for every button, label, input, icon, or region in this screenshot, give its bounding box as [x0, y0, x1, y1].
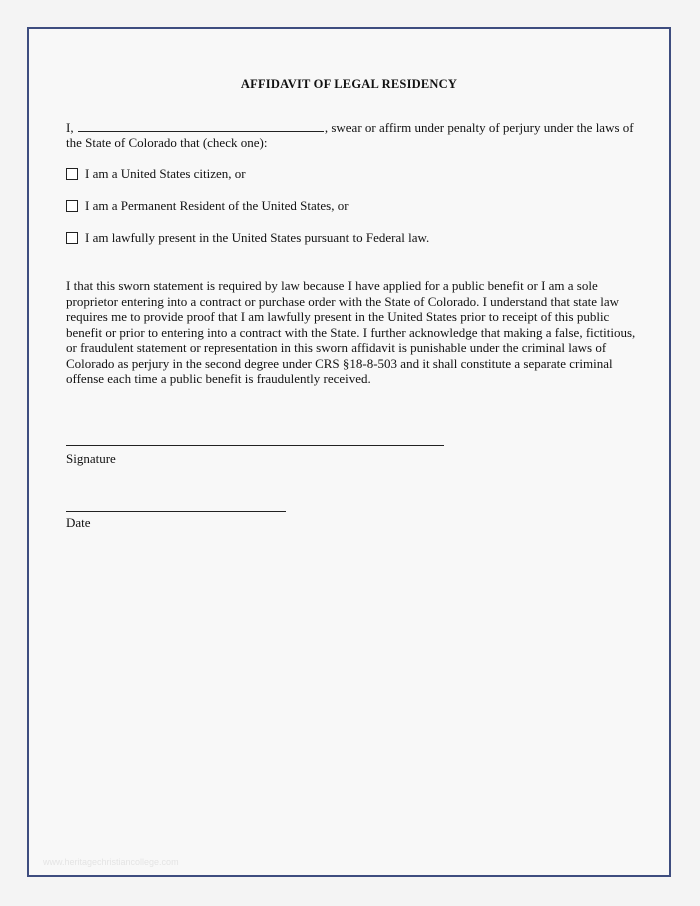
intro-prefix: I, [66, 120, 74, 135]
document-page [27, 27, 671, 877]
permanent-resident-checkbox[interactable] [66, 200, 78, 212]
watermark-text: www.heritagechristiancollege.com [43, 857, 179, 867]
signature-line[interactable] [66, 445, 444, 446]
date-label: Date [66, 515, 91, 530]
date-line[interactable] [66, 511, 286, 512]
intro-statement [66, 120, 646, 150]
option-lawfully-present[interactable] [66, 230, 429, 245]
document-title: AFFIDAVIT OF LEGAL RESIDENCY [240, 77, 458, 91]
option-permanent-resident-label: I am a Permanent Resident of the United States, or [85, 198, 349, 213]
signature-label: Signature [66, 451, 116, 466]
name-blank-field[interactable] [78, 121, 324, 132]
lawfully-present-checkbox[interactable] [66, 232, 78, 244]
option-citizen[interactable] [66, 166, 246, 181]
sworn-statement-paragraph: I that this sworn statement is required by law because I have applied for a public benefit or I am a sole proprietor entering into a contract or purchase order with the State of Colorado. I understand that state law requires me to provide proof that I am lawfully present in the United States prior to receipt of this public benefit or prior to entering into a contract with the State. I further acknowledge that making a false, fictitious, or fraudulent statement or representation in this sworn affidavit is punishable under the criminal laws of Colorado as perjury in the second degree under CRS §18-8-503 and it shall constitute a separate criminal offense each time a public benefit is fraudulently received. [66, 278, 636, 386]
citizen-checkbox[interactable] [66, 168, 78, 180]
option-lawfully-present-label: I am lawfully present in the United States pursuant to Federal law. [85, 230, 430, 245]
option-citizen-label: I am a United States citizen, or [85, 166, 246, 181]
intro-suffix: , swear or affirm under penalty of perjury under the laws of the State of Colorado that (check one): [66, 120, 634, 150]
option-permanent-resident[interactable] [66, 198, 349, 213]
